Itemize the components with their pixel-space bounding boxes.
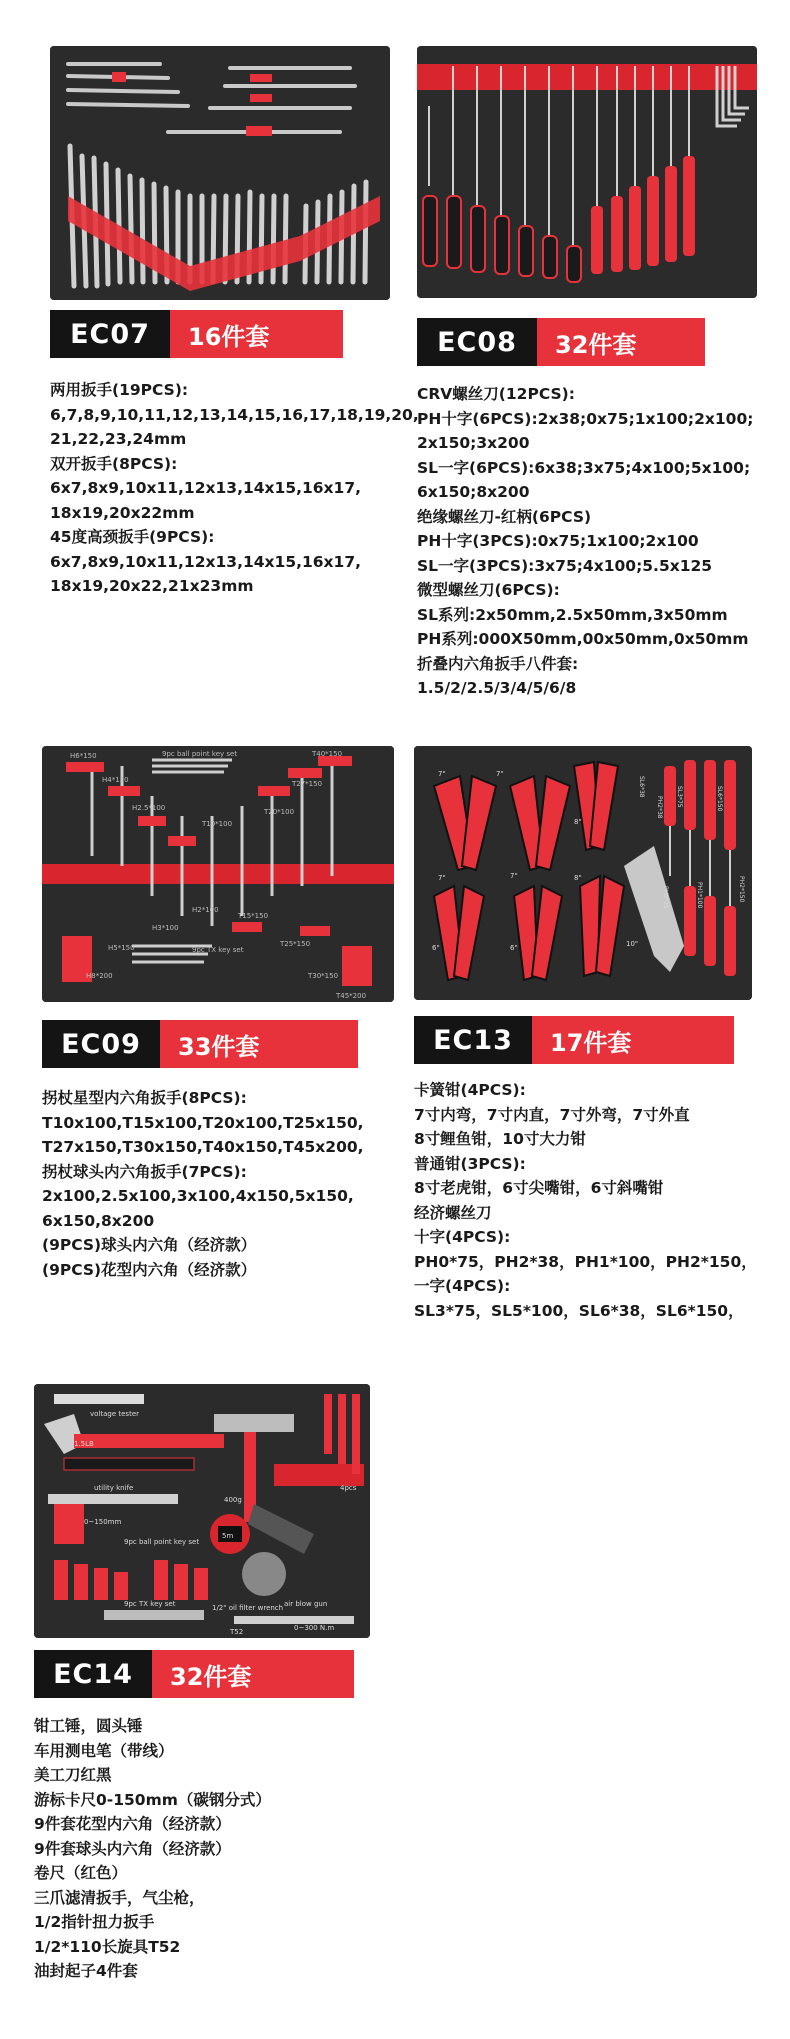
ec09-tray-image [42, 746, 394, 1002]
ec14-badge [34, 1650, 354, 1698]
tray-label: 7" [510, 872, 518, 880]
ec08-count: 32件套 [537, 318, 705, 366]
desc-line: 6x7,8x9,10x11,12x13,14x15,16x17, [50, 479, 362, 497]
tray-label: 7" [496, 770, 504, 778]
tray-label: H2.5*100 [132, 804, 166, 812]
desc-line: 折叠内六角扳手八件套: [417, 654, 579, 673]
tray-label: 7" [438, 770, 446, 778]
desc-line: PH十字(3PCS):0x75;1x100;2x100 [417, 532, 699, 550]
tray-label: H2*100 [192, 906, 219, 914]
ec13-tray-image [414, 746, 752, 1000]
desc-line: 拐杖球头内六角扳手(7PCS): [42, 1162, 247, 1181]
tray-label: 0~150mm [84, 1518, 122, 1526]
tray-label: PH2*150 [738, 876, 745, 903]
tray-label: SL6*150 [716, 786, 723, 812]
desc-line: 6x7,8x9,10x11,12x13,14x15,16x17, [50, 552, 362, 571]
tray-label: 5m [222, 1532, 234, 1540]
desc-line: 两用扳手(19PCS): [50, 381, 189, 399]
tray-label: T30*150 [308, 972, 339, 980]
tray-label: PH1*100 [696, 882, 703, 909]
desc-line: 美工刀红黑 [34, 1766, 112, 1784]
tray-label: utility knife [94, 1484, 134, 1492]
desc-line: 8寸鲤鱼钳，10寸大力钳 [414, 1130, 586, 1148]
tray-label: 9pc TX key set [192, 946, 244, 954]
desc-line: 绝缘螺丝刀-红柄(6PCS) [417, 507, 592, 526]
desc-line: T10x100,T15x100,T20x100,T25x150, [42, 1113, 364, 1132]
desc-line: 油封起子4件套 [34, 1962, 138, 1980]
tray-label: 9pc ball point key set [162, 750, 238, 758]
tray-label: SL6*38 [638, 776, 645, 798]
tray-label: 4pcs [340, 1484, 357, 1492]
tray-label: 9pc TX key set [124, 1600, 176, 1608]
tray-label: PH0*75 [662, 886, 669, 909]
desc-line: 钳工锤，圆头锤 [34, 1717, 143, 1735]
desc-line: 普通钳(3PCS): [414, 1154, 526, 1173]
desc-line: SL3*75，SL5*100，SL6*38，SL6*150， [414, 1301, 744, 1320]
ec13-count: 17件套 [532, 1016, 734, 1064]
tray-label: H3*100 [152, 924, 179, 932]
tray-label: SL3*75 [676, 786, 683, 808]
desc-line: 9件套球头内六角（经济款） [34, 1839, 231, 1858]
tray-label: 1/2" oil filter wrench [212, 1604, 284, 1612]
desc-line: 卷尺（红色） [34, 1864, 128, 1882]
desc-line: CRV螺丝刀(12PCS): [417, 385, 575, 403]
ec09-code: EC09 [42, 1020, 160, 1068]
tray-label: H5*150 [108, 944, 135, 952]
desc-line: 6,7,8,9,10,11,12,13,14,15,16,17,18,19,20, [50, 405, 419, 424]
ec08-tray-image [417, 46, 757, 298]
desc-line: PH系列:000X50mm,00x50mm,0x50mm [417, 630, 749, 648]
ec09-badge [42, 1020, 358, 1068]
tray-label: PH2*38 [656, 796, 663, 819]
desc-line: 拐杖星型内六角扳手(8PCS): [42, 1089, 247, 1107]
desc-line: 一字(4PCS): [414, 1277, 511, 1295]
tray-label: voltage tester [90, 1410, 140, 1418]
desc-line: 9件套花型内六角（经济款） [34, 1815, 231, 1833]
ec07-tray-image [50, 46, 390, 300]
ec14-code: EC14 [34, 1650, 152, 1698]
desc-line: (9PCS)球头内六角（经济款） [42, 1236, 257, 1254]
desc-line: 1.5/2/2.5/3/4/5/6/8 [417, 679, 577, 697]
ec08-badge [417, 318, 705, 366]
desc-line: T27x150,T30x150,T40x150,T45x200, [42, 1138, 364, 1156]
desc-line: 18x19,20x22mm [50, 503, 195, 522]
ec13-description [414, 1078, 757, 1323]
desc-line: 1/2*110长旋具T52 [34, 1937, 181, 1956]
ec07-badge [50, 310, 343, 358]
tray-label: 1.5LB [74, 1440, 94, 1448]
ec08-code: EC08 [417, 318, 537, 366]
desc-line: 车用测电笔（带线） [34, 1741, 174, 1760]
desc-line: 十字(4PCS): [414, 1228, 511, 1246]
desc-line: (9PCS)花型内六角（经济款） [42, 1260, 257, 1279]
desc-line: 45度高颈扳手(9PCS): [50, 528, 215, 546]
desc-line: 微型螺丝刀(6PCS): [417, 581, 560, 599]
tray-label: H8*200 [86, 972, 113, 980]
tray-label: 6" [432, 944, 440, 952]
desc-line: 2x150;3x200 [417, 434, 530, 452]
desc-line: 双开扳手(8PCS): [50, 454, 178, 473]
tray-label: 10" [626, 940, 639, 948]
desc-line: 6x150,8x200 [42, 1211, 155, 1230]
tray-label: 400g [224, 1496, 242, 1504]
ec07-count: 16件套 [170, 310, 343, 358]
tray-label: T40*150 [312, 750, 343, 758]
tray-label: T52 [230, 1628, 244, 1636]
desc-line: 18x19,20x22,21x23mm [50, 577, 254, 595]
tray-label: 0~300 N.m [294, 1624, 335, 1632]
tray-label: 9pc ball point key set [124, 1538, 200, 1546]
ec14-count: 32件套 [152, 1650, 354, 1698]
desc-line: 三爪滤清扳手，气尘枪， [34, 1888, 205, 1907]
ec07-description [50, 378, 419, 599]
desc-line: 1/2指针扭力扳手 [34, 1913, 155, 1931]
desc-line: 6x150;8x200 [417, 483, 530, 501]
ec13-badge [414, 1016, 734, 1064]
ec13-code: EC13 [414, 1016, 532, 1064]
tray-label: 6" [510, 944, 518, 952]
ec14-description [34, 1714, 271, 1984]
desc-line: PH十字(6PCS):2x38;0x75;1x100;2x100; [417, 409, 754, 428]
ec09-description [42, 1086, 364, 1282]
tray-label: H4*150 [102, 776, 129, 784]
tray-label: 8" [574, 818, 582, 826]
desc-line: 21,22,23,24mm [50, 430, 187, 448]
desc-line: 8寸老虎钳，6寸尖嘴钳，6寸斜嘴钳 [414, 1179, 664, 1197]
desc-line: 游标卡尺0-150mm（碳钢分式） [34, 1790, 271, 1809]
desc-line: SL一字(3PCS):3x75;4x100;5.5x125 [417, 556, 713, 575]
ec07-code: EC07 [50, 310, 170, 358]
desc-line: 经济螺丝刀 [414, 1203, 492, 1222]
desc-line: 7寸内弯，7寸内直，7寸外弯，7寸外直 [414, 1105, 690, 1124]
tray-label: T25*150 [280, 940, 311, 948]
desc-line: SL系列:2x50mm,2.5x50mm,3x50mm [417, 605, 728, 624]
tray-label: 7" [438, 874, 446, 882]
tray-label: T15*150 [238, 912, 269, 920]
tray-label: T45*200 [336, 992, 367, 1000]
tray-label: H6*150 [70, 752, 97, 760]
desc-line: SL一字(6PCS):6x38;3x75;4x100;5x100; [417, 458, 751, 477]
ec09-count: 33件套 [160, 1020, 358, 1068]
desc-line: PH0*75，PH2*38，PH1*100，PH2*150， [414, 1252, 757, 1271]
tray-label: T20*100 [264, 808, 295, 816]
ec08-description [417, 382, 753, 701]
ec14-tray-image [34, 1384, 370, 1638]
desc-line: 卡簧钳(4PCS): [414, 1081, 526, 1099]
tray-label: air blow gun [284, 1600, 328, 1608]
tray-label: T27*150 [292, 780, 323, 788]
tray-label: T10*100 [202, 820, 233, 828]
desc-line: 2x100,2.5x100,3x100,4x150,5x150, [42, 1187, 354, 1205]
tray-label: 8" [574, 874, 582, 882]
